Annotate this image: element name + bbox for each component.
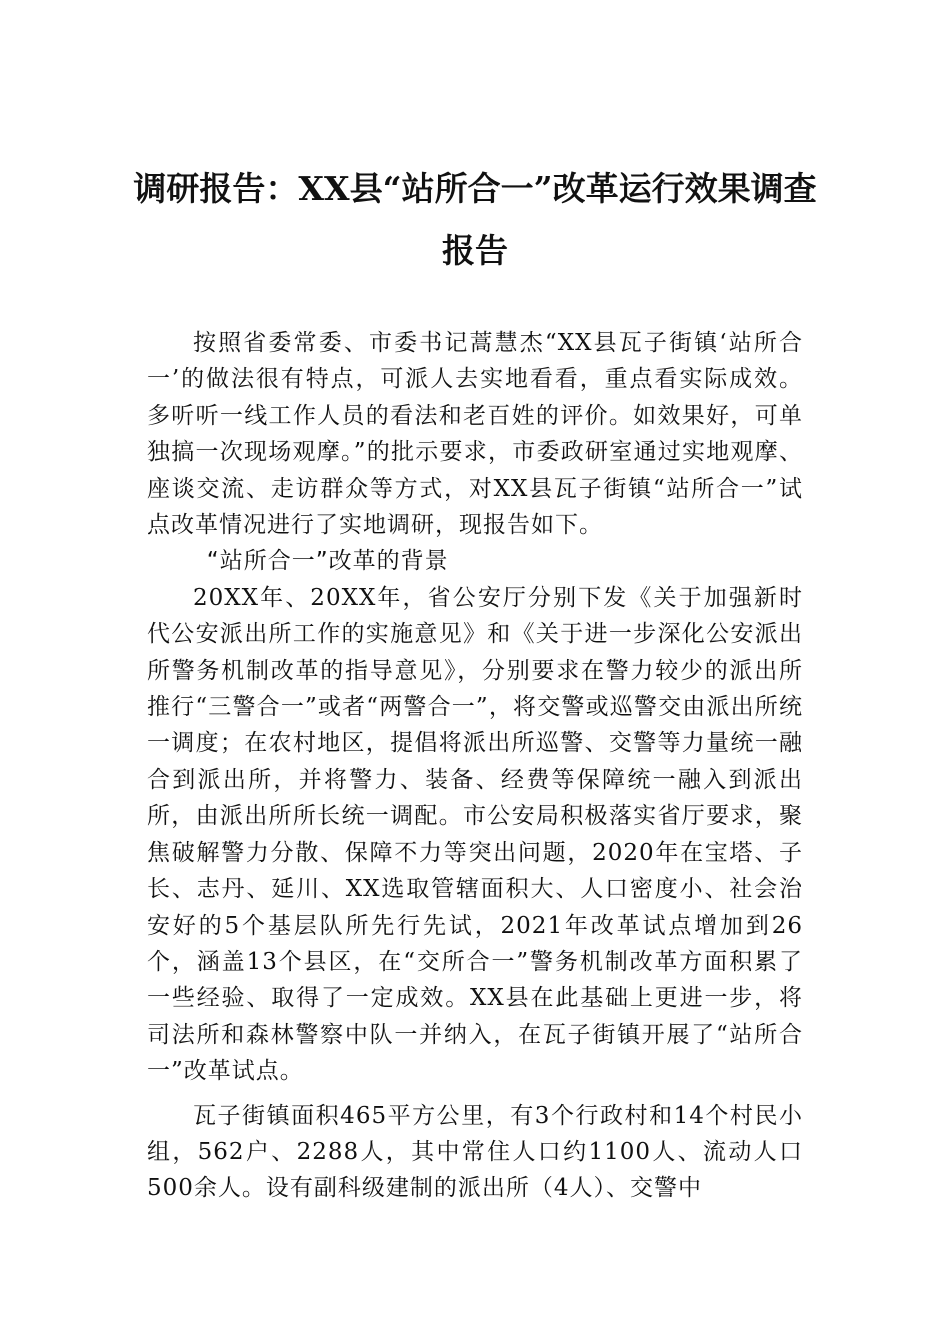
paragraph-town-overview: 瓦子街镇面积465平方公里，有3个行政村和14个村民小组，562户、2288人，其中常住人口约1100人、流动人口500余人。设有副科级建制的派出所（4人）、交警中 [147,1102,803,1202]
section-heading: “站所合一”改革的背景 [206,548,449,575]
paragraph-background: 20XX年、20XX年，省公安厅分别下发《关于加强新时代公安派出所工作的实施意见》和《关于进一步深化公安派出所警务机制改革的指导意见》，分别要求在警力较少的派出所推行“三警合一”或者“两警合一”，将交警或巡警交由派出所统一调度；在农村地区，提倡将派出所巡警、交警等力量统一融合到派出所，并将警力、装备、经费等保障统一融入到派出所，由派出所所长统一调配。市公安局积极落实省厅要求，聚焦破解警力分散、保障不力等突出问题，2020年在宝塔、子长、志丹、延川、XX选取管辖面积大、人口密度小、社会治安好的5个基层队所先行先试，2021年改革试点增加到26个，涵盖13个县区，在“交所合一”警务机制改革方面积累了一些经验、取得了一定成效。XX县在此基础上更进一步，将司法所和森林警察中队一并纳入，在瓦子街镇开展了“站所合一”改革试点。 [147,584,803,1085]
paragraph-intro: 按照省委常委、市委书记蒿慧杰“XX县瓦子街镇‘站所合一’的做法很有特点，可派人去实地看看，重点看实际成效。多听听一线工作人员的看法和老百姓的评价。如效果好，可单独搞一次现场观摩。”的批示要求，市委政研室通过实地观摩、座谈交流、走访群众等方式，对XX县瓦子街镇“站所合一”试点改革情况进行了实地调研，现报告如下。 [147,330,803,539]
document-body [147,325,803,1207]
document-title: 调研报告：XX县“站所合一”改革运行效果调查报告 [133,169,817,270]
